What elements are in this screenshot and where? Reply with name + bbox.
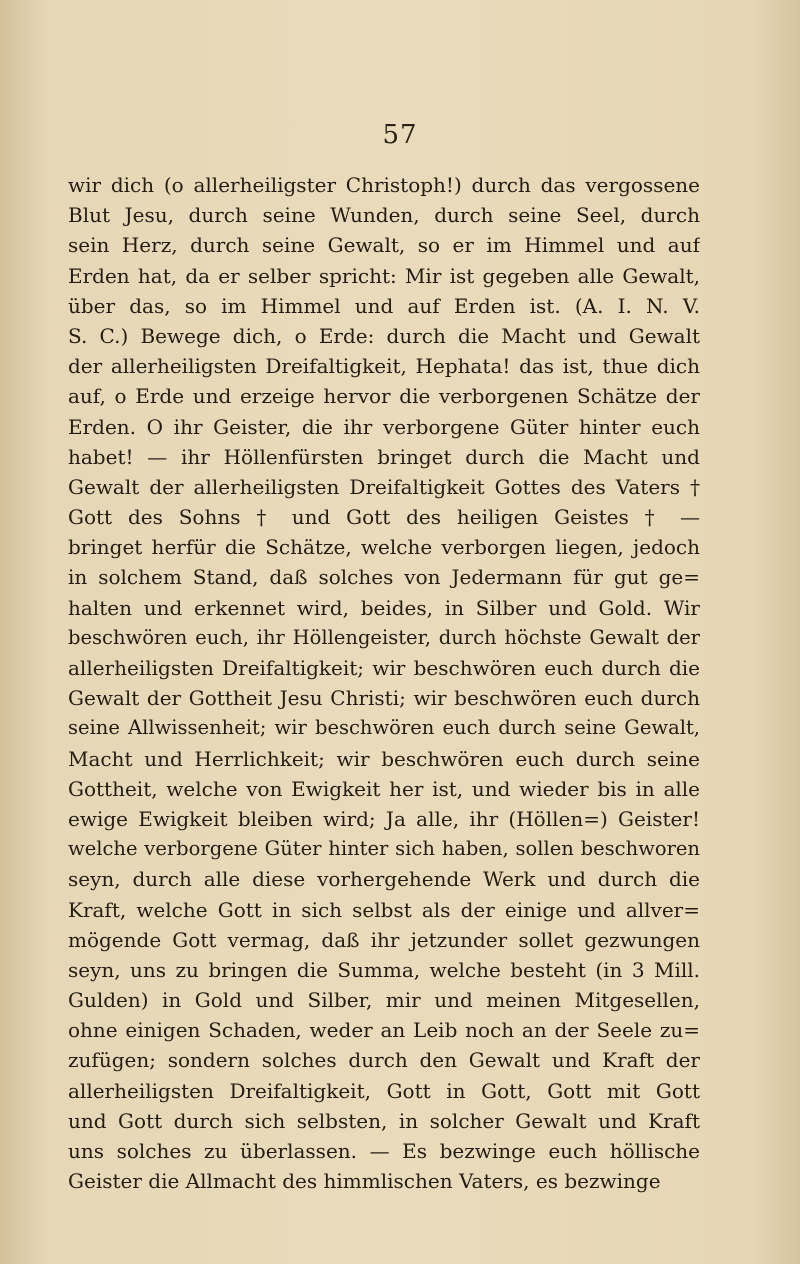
body-text	[68, 170, 700, 1196]
text-line: S. C.) Bewege dich, o Erde: durch die Macht und Gewalt	[68, 323, 700, 348]
text-line: halten und erkennet wird, beides, in Silber und Gold. Wir	[68, 595, 700, 620]
text-line: mögende Gott vermag, daß ihr jetzunder sollet gezwungen	[68, 927, 700, 952]
text-line: über das, so im Himmel und auf Erden ist. (A. I. N. V.	[68, 293, 700, 318]
text-line: Gott des Sohns † und Gott des heiligen Geistes † —	[68, 505, 700, 530]
text-line: habet! — ihr Höllenfürsten bringet durch die Macht und	[68, 444, 700, 469]
text-line: welche verborgene Güter hinter sich haben, sollen beschworen	[68, 837, 700, 861]
text-line: und Gott durch sich selbsten, in solcher Gewalt und Kraft	[68, 1108, 700, 1133]
text-line: ewige Ewigkeit bleiben wird; Ja alle, ihr (Höllen=) Geister!	[68, 806, 700, 831]
text-line: sein Herz, durch seine Gewalt, so er im Himmel und auf	[68, 233, 700, 258]
page-number: 57	[382, 120, 418, 150]
text-line: allerheiligsten Dreifaltigkeit; wir beschwören euch durch die	[68, 656, 700, 680]
text-line: bringet herfür die Schätze, welche verborgen liegen, jedoch	[68, 535, 700, 560]
text-line: der allerheiligsten Dreifaltigkeit, Hephata! das ist, thue dich	[68, 354, 700, 379]
text-line: Erden hat, da er selber spricht: Mir ist gegeben alle Gewalt,	[68, 263, 700, 288]
text-line: Geister die Allmacht des himmlischen Vaters, es bezwinge	[68, 1169, 661, 1194]
text-line: in solchem Stand, daß solches von Jedermann für gut ge=	[68, 565, 700, 590]
text-line: ohne einigen Schaden, weder an Leib noch an der Seele zu=	[68, 1018, 700, 1043]
text-line: seine Allwissenheit; wir beschwören euch durch seine Gewalt,	[68, 716, 700, 740]
text-line: Blut Jesu, durch seine Wunden, durch seine Seel, durch	[68, 203, 700, 228]
text-line: uns solches zu überlassen. — Es bezwinge euch höllische	[68, 1139, 700, 1163]
text-line: wir dich (o allerheiligster Christoph!) durch das vergossene	[68, 173, 700, 197]
text-line: Kraft, welche Gott in sich selbst als der einige und allver=	[68, 897, 700, 922]
text-line: allerheiligsten Dreifaltigkeit, Gott in Gott, Gott mit Gott	[68, 1078, 700, 1103]
text-line: auf, o Erde und erzeige hervor die verborgenen Schätze der	[68, 384, 700, 409]
text-line: Erden. O ihr Geister, die ihr verborgene Güter hinter euch	[68, 414, 700, 439]
text-line: Gottheit, welche von Ewigkeit her ist, und wieder bis in alle	[68, 776, 700, 801]
text-line: zufügen; sondern solches durch den Gewalt und Kraft der	[68, 1048, 700, 1073]
text-line: Gewalt der allerheiligsten Dreifaltigkeit Gottes des Vaters †	[68, 474, 700, 499]
text-line: Gewalt der Gottheit Jesu Christi; wir beschwören euch durch	[68, 686, 700, 711]
text-line: Macht und Herrlichkeit; wir beschwören euch durch seine	[68, 746, 700, 771]
text-line: seyn, durch alle diese vorhergehende Werk und durch die	[68, 867, 700, 892]
text-line: seyn, uns zu bringen die Summa, welche besteht (in 3 Mill.	[68, 957, 700, 982]
text-line: beschwören euch, ihr Höllengeister, durch höchste Gewalt der	[68, 625, 700, 649]
text-line: Gulden) in Gold und Silber, mir und meinen Mitgesellen,	[68, 988, 700, 1013]
